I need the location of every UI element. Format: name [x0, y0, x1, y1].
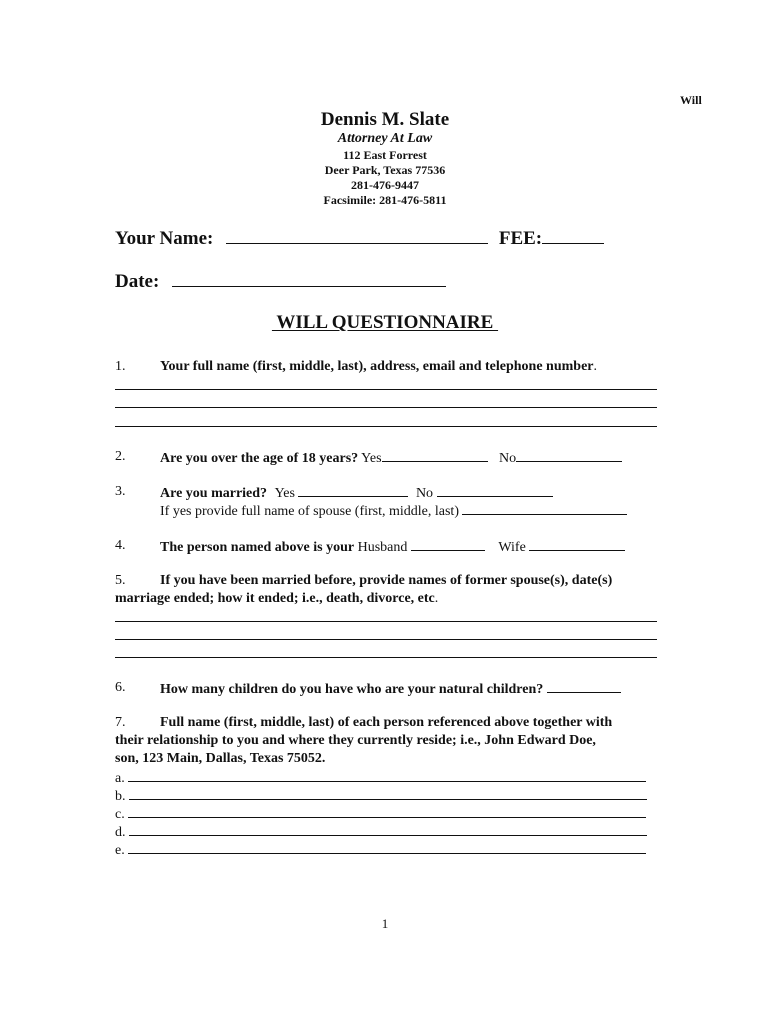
page-number: 1 [381, 916, 389, 931]
firm-title: Attorney At Law [337, 131, 433, 146]
q4-wife-field[interactable] [529, 537, 625, 551]
questions-area [115, 0, 660, 1024]
q1-number: 1. [115, 359, 126, 374]
q6-number: 6. [115, 680, 126, 695]
q7-answer-field-d[interactable] [129, 822, 647, 836]
q7-answer-field-a[interactable] [128, 768, 646, 782]
q3-no-field[interactable] [437, 483, 553, 497]
q3-number: 3. [115, 484, 126, 499]
q2-text: Are you over the age of 18 years? Yes No [160, 448, 622, 468]
address-line-1: 112 East Forrest [343, 148, 427, 162]
q2-no-field[interactable] [516, 448, 622, 462]
q5-answer-line-3[interactable] [115, 657, 657, 658]
name-label: Your Name: [115, 228, 214, 249]
q1-answer-line-2[interactable] [115, 407, 657, 408]
q1-answer-line-3[interactable] [115, 426, 657, 427]
firm-name: Dennis M. Slate [320, 109, 450, 130]
q1-text: Your full name (first, middle, last), address, email and telephone number. [160, 359, 597, 374]
q5-answer-line-1[interactable] [115, 621, 657, 622]
q5-text-line-1: If you have been married before, provide names of former spouse(s), date(s) [160, 573, 613, 588]
address-line-2: Deer Park, Texas 77536 [324, 163, 446, 177]
q5-number: 5. [115, 573, 126, 588]
q2-yes-field[interactable] [382, 448, 488, 462]
q3-spouse-field[interactable] [462, 501, 627, 515]
q7-line-b: b. [115, 786, 647, 805]
q7-answer-field-c[interactable] [128, 804, 646, 818]
q7-line-e: e. [115, 840, 646, 859]
fee-label: FEE: [498, 228, 543, 249]
q2-number: 2. [115, 449, 126, 464]
document-tag: Will [680, 93, 702, 107]
q7-line-c: c. [115, 804, 646, 823]
date-label: Date: [115, 271, 160, 292]
phone-number: 281-476-9447 [351, 178, 419, 192]
q7-text-line-1: Full name (first, middle, last) of each person referenced above together with [160, 715, 613, 730]
q7-line-d: d. [115, 822, 647, 841]
q5-text-line-2: marriage ended; how it ended; i.e., death, divorce, etc. [115, 591, 439, 606]
q7-text-line-3: son, 123 Main, Dallas, Texas 75052. [115, 751, 326, 766]
q7-line-a: a. [115, 768, 646, 787]
document-title: WILL QUESTIONNAIRE [271, 312, 499, 333]
q4-text: The person named above is your Husband Wife [160, 537, 625, 557]
q7-answer-field-e[interactable] [128, 840, 646, 854]
q4-husband-field[interactable] [411, 537, 485, 551]
q3-text: Are you married? Yes No [160, 483, 553, 503]
q3-yes-field[interactable] [298, 483, 408, 497]
q1-answer-line-1[interactable] [115, 389, 657, 390]
fax-number: Facsimile: 281-476-5811 [323, 193, 447, 207]
q6-children-count-field[interactable] [547, 679, 621, 693]
q4-number: 4. [115, 538, 126, 553]
q6-text: How many children do you have who are your natural children? [160, 679, 621, 699]
q3-spouse-line: If yes provide full name of spouse (first, middle, last) [160, 501, 627, 521]
q7-answer-field-b[interactable] [129, 786, 647, 800]
q5-answer-line-2[interactable] [115, 639, 657, 640]
q7-number: 7. [115, 715, 126, 730]
q7-text-line-2: their relationship to you and where they currently reside; i.e., John Edward Doe, [115, 733, 596, 748]
